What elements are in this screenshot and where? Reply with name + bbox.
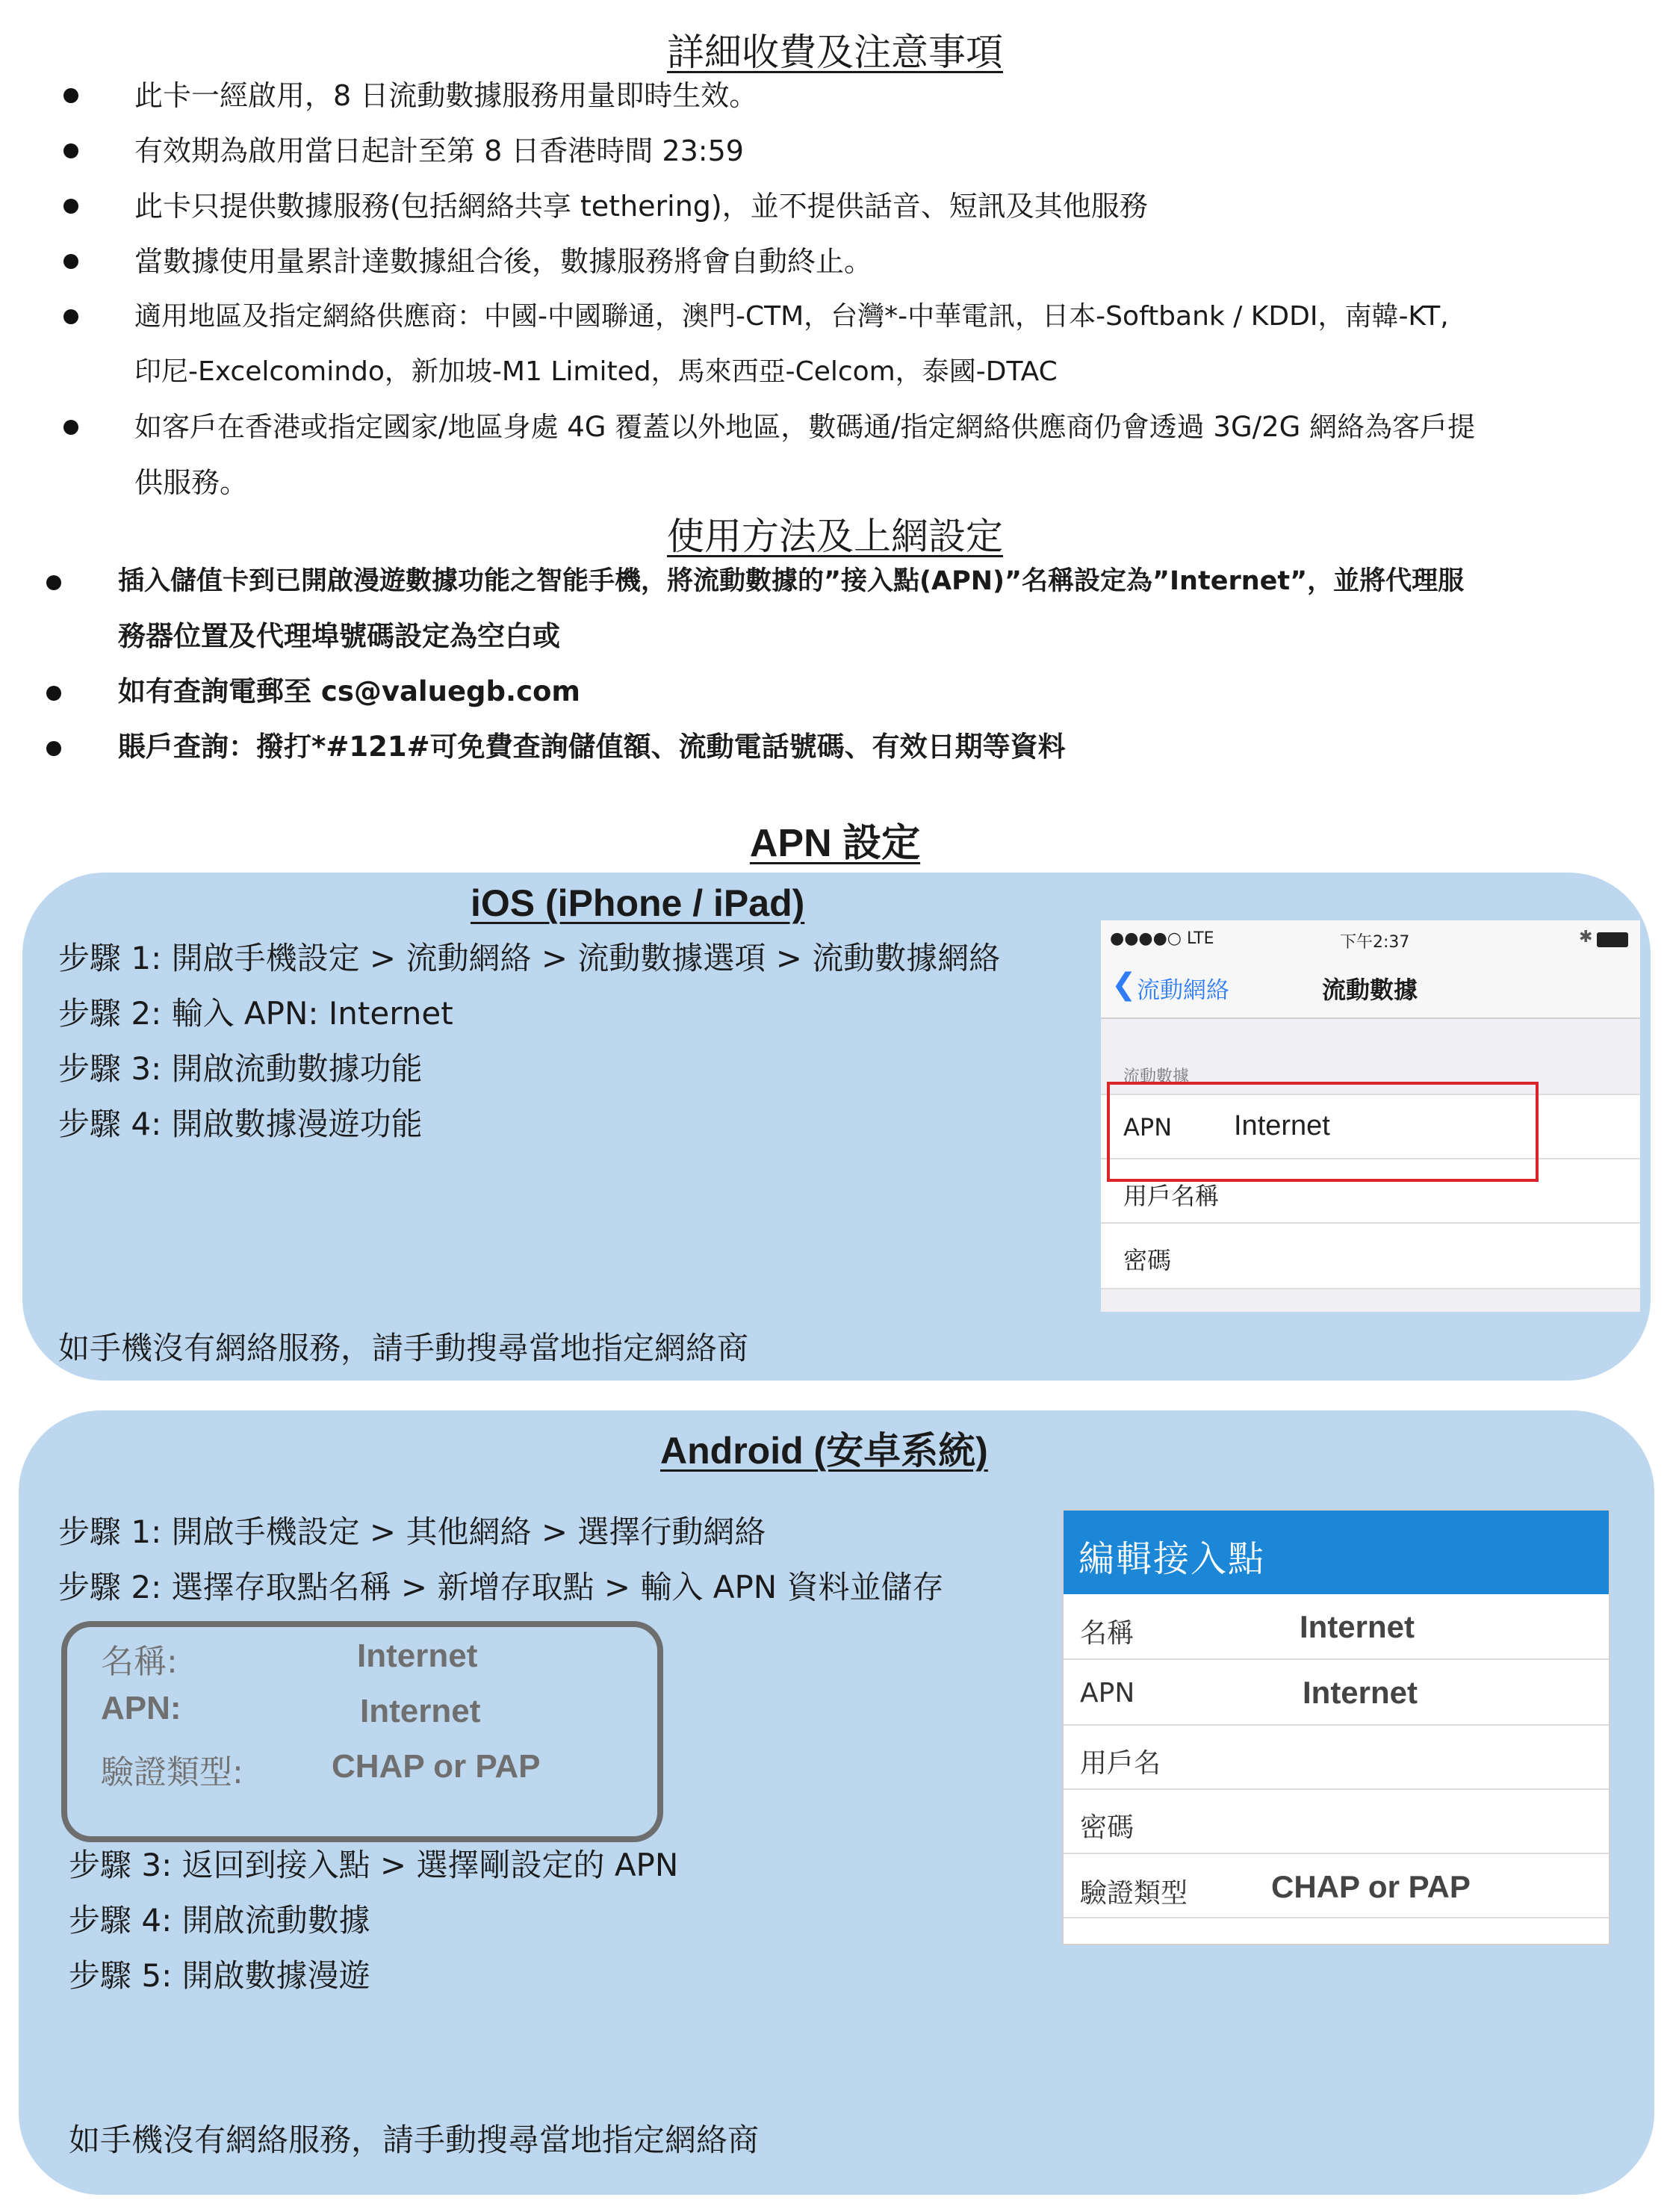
android-row-apn[interactable] bbox=[1064, 1660, 1609, 1726]
android-header-title: 編輯接入點 bbox=[1078, 1538, 1266, 1580]
battery-icon bbox=[1597, 932, 1628, 947]
android-apn-screenshot bbox=[1062, 1509, 1610, 1945]
bullet-dot bbox=[46, 575, 61, 590]
apn-value[interactable]: Internet bbox=[1234, 1110, 1330, 1141]
android-step-5: 步驟 5: 開啟數據漫遊 bbox=[69, 1957, 370, 1994]
back-link[interactable]: 流動網絡 bbox=[1137, 977, 1229, 1004]
section-header: 流動數據 bbox=[1123, 1068, 1190, 1086]
usage-item-1: 插入儲值卡到已開啟漫遊數據功能之智能手機，將流動數據的”接入點(APN)”名稱設定為”Internet”，並將代理服 bbox=[118, 566, 1465, 596]
fee-item-3: 此卡只提供數據服務(包括網絡共享 tethering)，並不提供話音、短訊及其他服務 bbox=[134, 190, 1148, 223]
bullet-dot bbox=[63, 143, 78, 158]
android-row-label: 用戶名 bbox=[1080, 1748, 1161, 1779]
ios-settings-screenshot bbox=[1101, 920, 1640, 1312]
info-apn-label: APN: bbox=[101, 1690, 181, 1726]
bullet-dot bbox=[63, 199, 78, 214]
chevron-left-icon[interactable]: ❮ bbox=[1111, 967, 1137, 1002]
fee-item-4: 當數據使用量累計達數據組合後，數據服務將會自動終止。 bbox=[134, 245, 873, 278]
bluetooth-icon: ✱ bbox=[1579, 928, 1593, 947]
apn-highlight-box bbox=[1107, 1082, 1539, 1182]
android-row-value[interactable]: Internet bbox=[1303, 1675, 1418, 1710]
usage-item-2: 如有查詢電郵至 cs@valuegb.com bbox=[118, 675, 580, 707]
fee-item-5: 適用地區及指定網絡供應商：中國-中國聯通，澳門-CTM，台灣*-中華電訊，日本-Softbank / KDDI，南韓-KT, bbox=[134, 301, 1449, 332]
info-name-label: 名稱: bbox=[101, 1643, 178, 1681]
carrier-signal: ●●●●○ LTE bbox=[1110, 929, 1214, 948]
username-label: 用戶名稱 bbox=[1123, 1182, 1220, 1210]
android-row-label: APN bbox=[1080, 1678, 1135, 1708]
bullet-dot bbox=[63, 309, 78, 324]
android-header-bar bbox=[1064, 1511, 1609, 1594]
apn-title: APN 設定 bbox=[749, 822, 921, 865]
ios-footer: 如手機沒有網絡服務，請手動搜尋當地指定網絡商 bbox=[58, 1330, 749, 1366]
ios-title: iOS (iPhone / iPad) bbox=[471, 882, 805, 924]
android-row-value[interactable]: Internet bbox=[1300, 1609, 1415, 1644]
android-row-password[interactable] bbox=[1064, 1790, 1609, 1854]
ios-step-4: 步驟 4: 開啟數據漫遊功能 bbox=[58, 1106, 423, 1142]
android-step-2: 步驟 2: 選擇存取點名稱 > 新增存取點 > 輸入 APN 資料並儲存 bbox=[58, 1569, 944, 1605]
ios-step-3: 步驟 3: 開啟流動數據功能 bbox=[58, 1050, 423, 1087]
apn-label: APN bbox=[1123, 1113, 1173, 1141]
bullet-dot bbox=[46, 741, 61, 756]
nav-title: 流動數據 bbox=[1322, 976, 1418, 1004]
fee-item-6-cont: 供服務。 bbox=[134, 466, 249, 499]
fee-item-2: 有效期為啟用當日起計至第 8 日香港時間 23:59 bbox=[134, 134, 744, 167]
android-title: Android (安卓系統) bbox=[660, 1430, 988, 1472]
android-step-4: 步驟 4: 開啟流動數據 bbox=[69, 1902, 370, 1939]
android-step-1: 步驟 1: 開啟手機設定 > 其他網絡 > 選擇行動網絡 bbox=[58, 1514, 766, 1550]
info-name-value: Internet bbox=[357, 1638, 478, 1674]
android-row-label: 驗證類型 bbox=[1080, 1878, 1188, 1909]
password-label: 密碼 bbox=[1123, 1246, 1172, 1274]
android-row-label: 名稱 bbox=[1080, 1618, 1134, 1649]
android-row-auth[interactable] bbox=[1064, 1854, 1609, 1918]
password-row[interactable] bbox=[1101, 1222, 1640, 1289]
info-apn-value: Internet bbox=[360, 1693, 481, 1729]
android-step-3: 步驟 3: 返回到接入點 > 選擇剛設定的 APN bbox=[69, 1847, 679, 1883]
fees-title: 詳細收費及注意事項 bbox=[667, 31, 1003, 74]
android-row-username[interactable] bbox=[1064, 1726, 1609, 1790]
bullet-dot bbox=[63, 88, 78, 103]
fee-item-5-cont: 印尼-Excelcomindo，新加坡-M1 Limited，馬來西亞-Celcom，泰國-DTAC bbox=[134, 356, 1058, 387]
android-row-label: 密碼 bbox=[1080, 1812, 1134, 1843]
status-time: 下午2:37 bbox=[1340, 933, 1410, 952]
android-row-name[interactable] bbox=[1064, 1594, 1609, 1660]
ios-step-2: 步驟 2: 輸入 APN: Internet bbox=[58, 995, 453, 1032]
info-auth-value: CHAP or PAP bbox=[332, 1748, 541, 1785]
bullet-dot bbox=[46, 686, 61, 701]
bullet-dot bbox=[63, 254, 78, 269]
ios-step-1: 步驟 1: 開啟手機設定 > 流動網絡 > 流動數據選項 > 流動數據網絡 bbox=[58, 940, 1001, 976]
android-row-value[interactable]: CHAP or PAP bbox=[1271, 1869, 1471, 1904]
fee-item-1: 此卡一經啟用，8 日流動數據服務用量即時生效。 bbox=[134, 79, 758, 112]
fee-item-6: 如客戶在香港或指定國家/地區身處 4G 覆蓋以外地區，數碼通/指定網絡供應商仍會透過 3G/2G 網絡為客戶提 bbox=[134, 411, 1476, 443]
usage-item-3: 賬戶查詢：撥打*#121#可免費查詢儲值額、流動電話號碼、有效日期等資料 bbox=[118, 731, 1066, 763]
usage-item-1-cont: 務器位置及代理埠號碼設定為空白或 bbox=[118, 620, 560, 652]
usage-title: 使用方法及上網設定 bbox=[667, 515, 1003, 558]
info-auth-label: 驗證類型: bbox=[101, 1753, 243, 1791]
android-footer: 如手機沒有網絡服務，請手動搜尋當地指定網絡商 bbox=[69, 2122, 760, 2158]
bullet-dot bbox=[63, 420, 78, 435]
